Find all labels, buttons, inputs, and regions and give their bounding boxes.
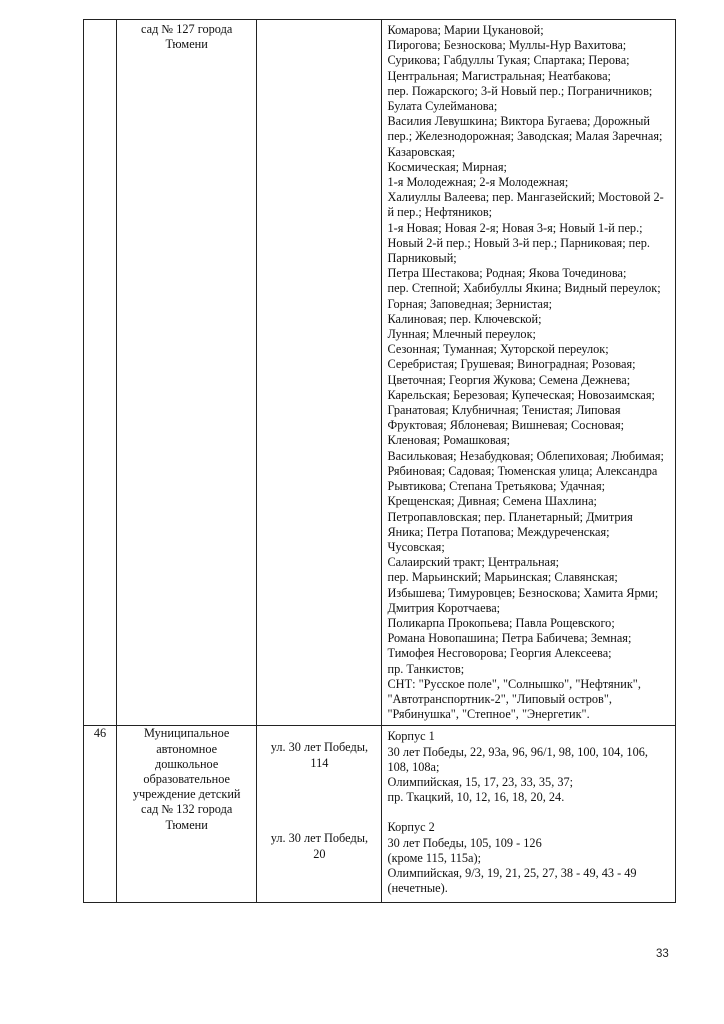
address-building-1	[257, 740, 381, 770]
address-line: 20	[313, 846, 326, 861]
street-line: Серебристая; Грушевая; Виноградная; Розовая;	[387, 357, 636, 372]
corpus-line: 108, 108а;	[387, 759, 440, 774]
street-line: Булата Сулейманова;	[387, 99, 498, 114]
street-line: Лунная; Млечный переулок;	[387, 327, 536, 342]
street-line: СНТ: "Русское поле", "Солнышко", "Нефтяник",	[387, 676, 641, 691]
street-line: Избышева; Тимуровцев; Безноскова; Хамита Ярми;	[387, 585, 659, 600]
street-line: Парниковый;	[387, 251, 457, 266]
streets-cell	[382, 726, 676, 903]
corpus-line: Корпус 1	[387, 729, 435, 744]
street-line: Сезонная; Туманная; Хуторской переулок;	[387, 342, 609, 357]
table-row	[84, 726, 676, 903]
street-line: Космическая; Мирная;	[387, 159, 507, 174]
street-line: Романа Новопашина; Петра Бабичева; Земная;	[387, 631, 632, 646]
corpus-gap	[387, 805, 671, 820]
street-line: Тимофея Несговорова; Георгия Алексеева;	[387, 646, 612, 661]
street-line: Калиновая; пер. Ключевской;	[387, 311, 542, 326]
org-name-line: дошкольное	[155, 756, 219, 771]
address-cell	[257, 726, 382, 903]
corpus-line: Олимпийская, 15, 17, 23, 33, 35, 37;	[387, 774, 574, 789]
street-line: 1-я Новая; Новая 2-я; Новая 3-я; Новый 1-й пер.;	[387, 220, 643, 235]
corpus-2-list	[387, 820, 671, 896]
org-name-line: Тюмени	[165, 37, 208, 52]
street-line: "Рябинушка", "Степное", "Энергетик".	[387, 707, 590, 722]
street-line: пер. Марьинский; Марьинская; Славянская;	[387, 570, 618, 585]
street-line: й пер.; Нефтяников;	[387, 205, 493, 220]
street-line: Цветочная; Георгия Жукова; Семена Дежнева;	[387, 372, 631, 387]
street-line: Пирогова; Безноскова; Муллы-Нур Вахитова;	[387, 38, 627, 53]
corpus-line: Олимпийская, 9/3, 19, 21, 25, 27, 38 - 49, 43 - 49	[387, 865, 637, 880]
corpus-line: (кроме 115, 115а);	[387, 850, 482, 865]
row-number-cell: 46	[84, 726, 117, 903]
street-line: Новый 2-й пер.; Новый 3-й пер.; Парниковая; пер.	[387, 235, 650, 250]
street-line: Дмитрия Коротчаева;	[387, 600, 501, 615]
org-name-line: сад № 132 города	[141, 802, 233, 817]
street-line: Поликарпа Прокопьева; Павла Рощевского;	[387, 615, 615, 630]
address-building-2	[257, 831, 381, 861]
streets-cell	[382, 20, 676, 726]
street-line: Фруктовая; Яблоневая; Вишневая; Сосновая;	[387, 418, 625, 433]
corpus-line: 30 лет Победы, 105, 109 - 126	[387, 835, 542, 850]
street-line: Комарова; Марии Цукановой;	[387, 23, 544, 37]
street-line: Гранатовая; Клубничная; Тенистая; Липовая	[387, 403, 621, 418]
address-cell	[257, 20, 382, 726]
street-line: Карельская; Березовая; Купеческая; Новозаимская;	[387, 387, 655, 402]
org-name-cell	[117, 726, 257, 903]
street-line: Рывтикова; Степана Третьякова; Удачная;	[387, 479, 606, 494]
street-line: Сурикова; Габдуллы Тукая; Спартака; Перова;	[387, 53, 630, 68]
org-name-line: учреждение детский	[132, 787, 241, 802]
street-line: Рябиновая; Садовая; Тюменская улица; Александра	[387, 463, 658, 478]
street-line: пер. Пожарского; 3-й Новый пер.; Пограничников;	[387, 83, 653, 98]
corpus-line: Корпус 2	[387, 820, 435, 835]
street-line: Василия Левушкина; Виктора Бугаева; Дорожный	[387, 114, 650, 129]
corpus-line: пр. Ткацкий, 10, 12, 16, 18, 20, 24.	[387, 790, 565, 805]
address-line: ул. 30 лет Победы,	[270, 740, 369, 755]
kindergarten-table	[83, 19, 676, 903]
street-line: Васильковая; Незабудковая; Облепиховая; Любимая;	[387, 448, 664, 463]
street-line: пер. Степной; Хабибуллы Якина; Видный переулок;	[387, 281, 661, 296]
street-line: Крещенская; Дивная; Семена Шахлина;	[387, 494, 597, 509]
corpus-line: 30 лет Победы, 22, 93а, 96, 96/1, 98, 100, 104, 106,	[387, 744, 648, 759]
corpus-1-list	[387, 729, 671, 805]
org-name-line: сад № 127 города	[141, 22, 233, 36]
street-line: пр. Танкистов;	[387, 661, 465, 676]
address-line: ул. 30 лет Победы,	[270, 831, 369, 846]
row-number-cell	[84, 20, 117, 726]
org-name-line: Муниципальное	[144, 726, 230, 741]
address-line: 114	[310, 755, 329, 770]
page-number: 33	[656, 948, 669, 960]
street-line: Яника; Петра Потапова; Междуреченская;	[387, 524, 610, 539]
street-line: Салаирский тракт; Центральная;	[387, 555, 560, 570]
street-line: Кленовая; Ромашковая;	[387, 433, 511, 448]
street-line: пер.; Железнодорожная; Заводская; Малая Заречная;	[387, 129, 663, 144]
street-line: Казаровская;	[387, 144, 456, 159]
street-line: 1-я Молодежная; 2-я Молодежная;	[387, 175, 569, 190]
org-name-line: Тюмени	[165, 817, 208, 832]
org-name-line: образовательное	[143, 771, 230, 786]
street-line: Петра Шестакова; Родная; Якова Точединова;	[387, 266, 627, 281]
org-name-line: автономное	[156, 741, 218, 756]
street-line: Халиуллы Валеева; пер. Мангазейский; Мостовой 2-	[387, 190, 664, 205]
street-line: "Автотранспортник-2", "Липовый остров",	[387, 691, 612, 706]
street-line: Чусовская;	[387, 539, 445, 554]
street-line: Центральная; Магистральная; Неатбакова;	[387, 68, 611, 83]
table-row	[84, 20, 676, 726]
street-line: Петропавловская; пер. Планетарный; Дмитрия	[387, 509, 633, 524]
street-line: Горная; Заповедная; Зернистая;	[387, 296, 553, 311]
corpus-line: (нечетные).	[387, 881, 448, 896]
org-name-cell	[117, 20, 257, 726]
